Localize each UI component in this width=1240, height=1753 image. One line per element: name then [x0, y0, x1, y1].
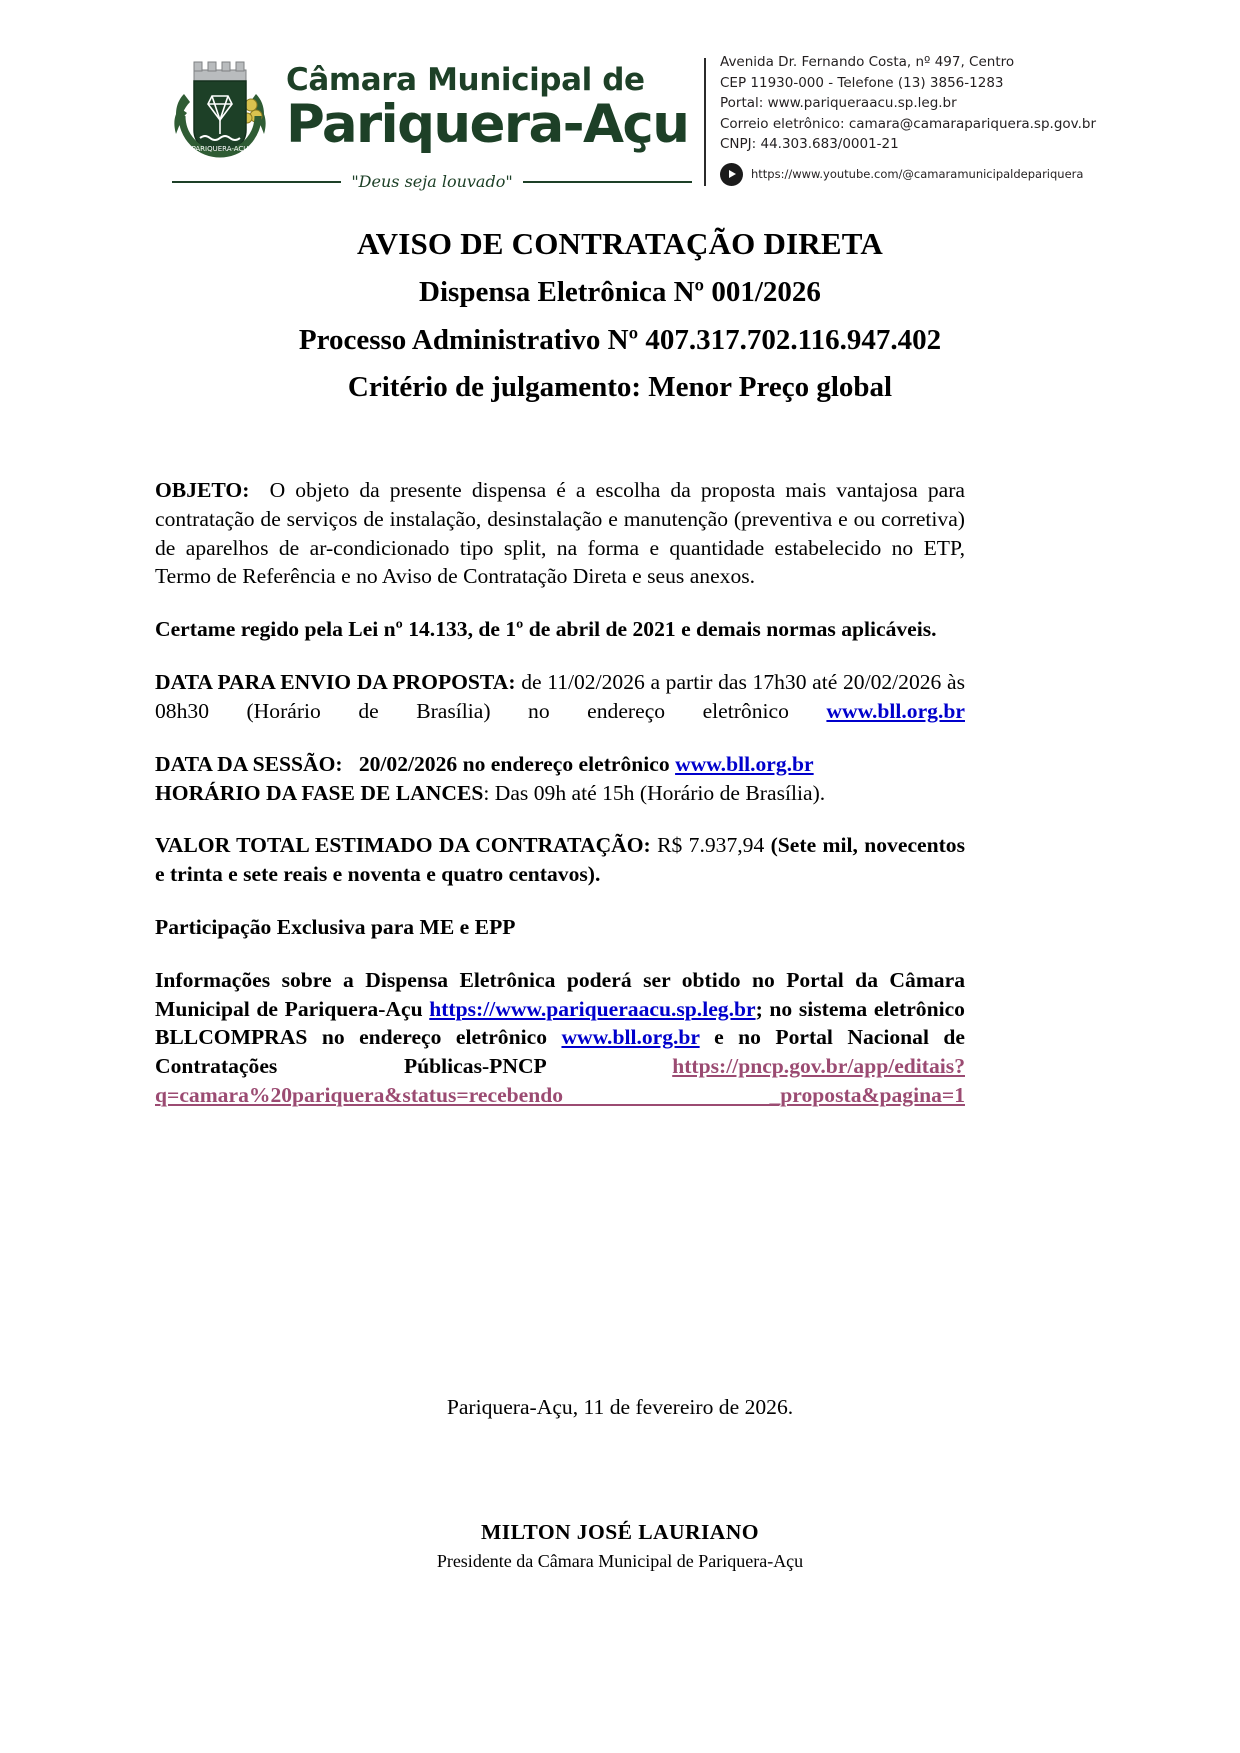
- info-text-3: e no Portal Nacional de Contratações Públicas-PNCP: [155, 1025, 965, 1079]
- youtube-icon: [720, 163, 743, 186]
- valor-label: VALOR TOTAL ESTIMADO DA CONTRATAÇÃO:: [155, 833, 651, 858]
- svg-text:PARIQUERA-AÇU: PARIQUERA-AÇU: [191, 145, 249, 153]
- envio-text: de 11/02/2026 a partir das 17h30 até 20/02/2026 às 08h30 (Horário de Brasília) no endereço eletrônico: [155, 670, 965, 723]
- paragraph-participacao: [155, 913, 965, 942]
- youtube-row[interactable]: [720, 163, 1096, 186]
- subtitle-dispensa: Dispensa Eletrônica Nº 001/2026: [419, 275, 821, 308]
- letterhead-brand: [0, 52, 700, 191]
- sessao-label: DATA DA SESSÃO:: [155, 751, 343, 776]
- paragraph-objeto: [155, 476, 965, 591]
- signer-name: MILTON JOSÉ LAURIANO: [481, 1520, 759, 1544]
- paragraph-valor-estimado: [155, 831, 965, 889]
- valor-numero: R$ 7.937,94: [657, 833, 765, 858]
- motto-rule-right: [523, 181, 692, 183]
- brand-line-1: Câmara Municipal de: [286, 62, 645, 98]
- paragraph-informacoes: [155, 966, 965, 1110]
- valor-extenso: (Sete mil, novecentos e trinta e sete reais e noventa e quatro centavos).: [155, 833, 966, 887]
- info-link-pncp[interactable]: https://pncp.gov.br/app/editais?q=camara%20pariquera&status=recebendo _proposta&pagina=1: [155, 1054, 965, 1107]
- info-text-1: Informações sobre a Dispensa Eletrônica poderá ser obtido no Portal da Câmara Municipal de Pariquera-Açu: [155, 967, 965, 1021]
- document-body: [155, 476, 965, 1134]
- contact-email: Correio eletrônico: camara@camarapariquera.sp.gov.br: [720, 115, 1097, 132]
- vertical-divider: [704, 58, 706, 186]
- info-link-bll[interactable]: www.bll.org.br: [561, 1025, 700, 1050]
- envio-link-bll[interactable]: www.bll.org.br: [826, 698, 965, 723]
- contact-portal: Portal: www.pariqueraacu.sp.leg.br: [720, 95, 957, 112]
- sessao-text: 20/02/2026 no endereço eletrônico: [358, 751, 670, 776]
- contact-list: [720, 52, 1096, 155]
- participacao-text: Participação Exclusiva para ME e EPP: [155, 914, 516, 939]
- document-titles: [120, 226, 1120, 419]
- envio-label: DATA PARA ENVIO DA PROPOSTA:: [155, 670, 516, 695]
- signature-block: [120, 1520, 1120, 1572]
- sessao-link-bll[interactable]: www.bll.org.br: [675, 751, 814, 776]
- page-title: AVISO DE CONTRATAÇÃO DIRETA: [357, 226, 883, 261]
- subtitle-criterio: Critério de julgamento: Menor Preço global: [347, 371, 893, 404]
- contact-cep-phone: CEP 11930-000 - Telefone (13) 3856-1283: [720, 74, 1004, 91]
- youtube-url[interactable]: https://www.youtube.com/@camaramunicipaldepariquera: [751, 167, 1084, 182]
- paragraph-envio-proposta: [155, 668, 965, 726]
- letterhead-contact: [704, 52, 1096, 186]
- motto-row: [172, 172, 692, 191]
- brand-line-2: Pariquera-Açu: [286, 94, 689, 155]
- info-link-portal[interactable]: https://www.pariqueraacu.sp.leg.br: [429, 996, 756, 1021]
- city-and-date: [120, 1395, 1120, 1420]
- brand-wordmark: [286, 62, 689, 155]
- certame-text: Certame regido pela Lei nº 14.133, de 1º de abril de 2021 e demais normas aplicáveis.: [155, 617, 937, 642]
- subtitle-processo: Processo Administrativo Nº 407.317.702.116.947.402: [298, 323, 942, 356]
- brand-row: [168, 52, 688, 164]
- lances-label: HORÁRIO DA FASE DE LANCES: [155, 780, 484, 805]
- lances-text: : Das 09h até 15h (Horário de Brasília).: [483, 780, 826, 805]
- paragraph-fase-lances: [155, 779, 965, 808]
- info-text-2: ; no sistema eletrônico BLLCOMPRAS no endereço eletrônico: [155, 996, 965, 1050]
- objeto-text: O objeto da presente dispensa é a escolha da proposta mais vantajosa para contratação de serviços de instalação, desinstalação e manutenção (preventiva e ou corretiva) de aparelhos de ar-condicionado tipo split, na forma e quantidade estabelecido no ETP, Termo de Referência e no Aviso de Contratação Direta e seus anexos.: [155, 478, 965, 589]
- city-date-text: Pariquera-Açu, 11 de fevereiro de 2026.: [446, 1395, 794, 1419]
- contact-address: Avenida Dr. Fernando Costa, nº 497, Centro: [720, 54, 1015, 70]
- motto-rule-left: [172, 181, 341, 183]
- signer-role: Presidente da Câmara Municipal de Pariquera-Açu: [436, 1551, 804, 1571]
- paragraph-certame: [155, 615, 965, 644]
- municipal-crest-icon: [168, 52, 272, 164]
- objeto-label: OBJETO:: [155, 478, 250, 502]
- letterhead: [0, 52, 1240, 212]
- contact-cnpj: CNPJ: 44.303.683/0001-21: [720, 136, 899, 153]
- motto-text: "Deus seja louvado": [351, 172, 513, 191]
- paragraph-data-sessao: [155, 750, 965, 779]
